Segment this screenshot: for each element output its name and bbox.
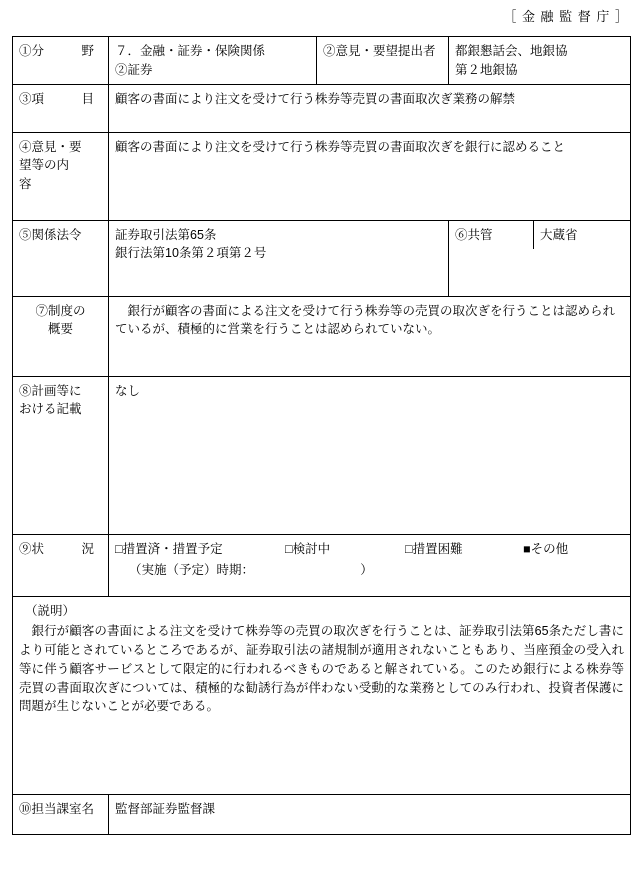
joint-value-cell: [534, 221, 631, 250]
plan-label-cell: [13, 376, 109, 534]
laws-label-cell: [13, 220, 109, 296]
status-option-considering[interactable]: [285, 540, 405, 559]
proposer-value-cell: [449, 37, 631, 85]
checkbox-considering[interactable]: □: [285, 541, 293, 556]
joint-label-cell: [449, 221, 534, 250]
row-explanation: [13, 596, 631, 794]
row-section: [13, 794, 631, 834]
row-field: [13, 37, 631, 85]
opinion-label-cell: [13, 132, 109, 220]
status-option-other[interactable]: [523, 540, 568, 559]
item-label: ③項 目: [19, 91, 95, 106]
row-plan: [13, 376, 631, 534]
item-value-cell: [109, 84, 631, 132]
row-laws: [13, 220, 631, 296]
row-opinion: [13, 132, 631, 220]
status-option-difficult-label: 措置困難: [412, 541, 463, 556]
status-option-measured[interactable]: [115, 540, 285, 559]
status-value-cell: [109, 534, 631, 596]
section-value: 監督部証券監督課: [115, 801, 216, 816]
plan-label-line1: ⑧計画等に: [19, 383, 82, 398]
opinion-value-cell: [109, 132, 631, 220]
joint-label: ⑥共管: [455, 227, 493, 242]
section-label: ⑩担当課室名: [19, 801, 95, 816]
status-option-difficult[interactable]: [405, 540, 523, 559]
agency-header: ［ 金 融 監 督 庁 ］: [503, 9, 629, 24]
field-value-line1: ７．金融・証券・保険関係: [115, 44, 266, 58]
status-label-cell: [13, 534, 109, 596]
explanation-title: （説明）: [25, 603, 76, 618]
status-label: ⑨状 況: [19, 541, 95, 556]
opinion-label-line1: ④意見・要: [19, 139, 82, 154]
proposer-label-cell: [317, 37, 449, 85]
row-status: [13, 534, 631, 596]
proposer-value-line1: 都銀懇話会、地銀協: [455, 44, 568, 58]
item-value: 顧客の書面により注文を受けて行う株券等売買の書面取次ぎ業務の解禁: [115, 91, 516, 106]
opinion-value: 顧客の書面により注文を受けて行う株券等売買の書面取次ぎを銀行に認めること: [115, 139, 566, 154]
explanation-cell: [13, 596, 631, 794]
section-value-cell: [109, 794, 631, 834]
outline-label-line2: 概要: [47, 322, 73, 337]
status-timing: （実施（予定）時期： ）: [129, 563, 373, 578]
proposer-value-line2: 第２地銀協: [455, 62, 518, 77]
checkbox-measured[interactable]: □: [115, 541, 123, 556]
laws-value-line2: 銀行法第10条第２項第２号: [115, 246, 267, 261]
checkbox-other[interactable]: ■: [523, 541, 531, 556]
field-label: ①分 野: [19, 44, 95, 58]
survey-form-table: [12, 36, 631, 835]
plan-value-cell: [109, 376, 631, 534]
joint-value: 大蔵省: [540, 227, 578, 242]
field-label-cell: [13, 37, 109, 85]
status-options: [115, 540, 624, 559]
proposer-label: ②意見・要望提出者: [323, 44, 436, 58]
field-value-cell: [109, 37, 317, 85]
opinion-label-line2: 望等の内: [19, 158, 70, 173]
outline-label-line1: ⑦制度の: [35, 303, 86, 318]
row-outline: [13, 296, 631, 376]
section-label-cell: [13, 794, 109, 834]
joint-cell: [449, 220, 631, 296]
opinion-label-line3: 容: [19, 177, 32, 191]
plan-label-line2: おける記載: [19, 402, 82, 417]
laws-value-cell: [109, 220, 449, 296]
checkbox-difficult[interactable]: □: [405, 541, 413, 556]
row-item: [13, 84, 631, 132]
status-option-considering-label: 検討中: [292, 541, 331, 556]
status-option-other-label: その他: [530, 541, 569, 556]
field-value-line2: ②証券: [115, 62, 153, 77]
laws-value-line1: 証券取引法第65条: [115, 227, 217, 242]
explanation-body: 銀行が顧客の書面による注文を受けて株券等の売買の取次ぎを行うことは、証券取引法第65条ただし書により可能とされているところであるが、証券取引法の諸規制が適用されないこともあり、当座預金の受入れ等に伴う顧客サービスとして限定的に行われるべきものであると解されている。このため銀行による株券等売買の書面取次ぎについては、積極的な勧誘行為が伴わない受動的な業務としてのみ行われ、投資者保護に問題が生じないことが必要である。: [19, 624, 624, 714]
outline-value-cell: [109, 296, 631, 376]
plan-value: なし: [115, 383, 141, 398]
laws-label: ⑤関係法令: [19, 227, 82, 242]
item-label-cell: [13, 84, 109, 132]
status-option-measured-label: 措置済・措置予定: [122, 541, 223, 556]
outline-label-cell: [13, 296, 109, 376]
outline-value: 銀行が顧客の書面による注文を受けて行う株券等の売買の取次ぎを行うことは認められているが、積極的に営業を行うことは認められていない。: [115, 303, 616, 337]
